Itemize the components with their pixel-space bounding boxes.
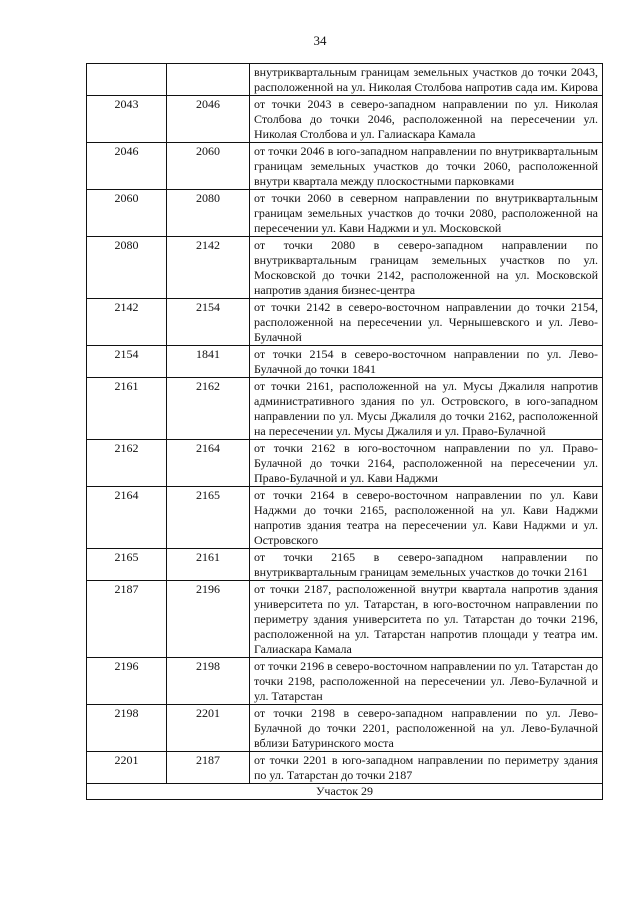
table-row (87, 581, 603, 658)
to-point-cell: 2060 (167, 143, 250, 190)
table-body (87, 64, 603, 784)
to-point-cell: 2046 (167, 96, 250, 143)
page-number: 34 (313, 33, 327, 48)
table-row (87, 190, 603, 237)
from-point-cell: 2142 (87, 299, 167, 346)
section-row (87, 784, 603, 800)
boundary-description-table (86, 63, 603, 800)
from-point-cell: 2164 (87, 487, 167, 549)
table-row (87, 487, 603, 549)
from-point-cell: 2043 (87, 96, 167, 143)
table-row (87, 658, 603, 705)
description-cell: от точки 2165 в северо-западном направлении по внутриквартальным границам земельных участков до точки 2161 (250, 549, 603, 581)
from-point-cell: 2060 (87, 190, 167, 237)
description-cell: от точки 2187, расположенной внутри квартала напротив здания университета по ул. Татарстан, в юго-восточном направлении по периметру здания университета по ул. Татарстан до точки 2196, расположенной на ул. Татарстан напротив площади у театра им. Галиаскара Камала (250, 581, 603, 658)
table-row (87, 440, 603, 487)
table-row (87, 96, 603, 143)
to-point-cell: 2187 (167, 752, 250, 784)
from-point-cell: 2187 (87, 581, 167, 658)
to-point-cell: 2161 (167, 549, 250, 581)
description-cell: от точки 2201 в юго-западном направлении по периметру здания по ул. Татарстан до точки 2187 (250, 752, 603, 784)
to-point-cell: 2165 (167, 487, 250, 549)
table-row (87, 64, 603, 96)
from-point-cell: 2162 (87, 440, 167, 487)
to-point-cell: 2201 (167, 705, 250, 752)
description-cell: от точки 2043 в северо-западном направлении по ул. Николая Столбова до точки 2046, расположенной на пересечении ул. Николая Столбова и ул. Галиаскара Камала (250, 96, 603, 143)
description-cell: внутриквартальным границам земельных участков до точки 2043, расположенной на ул. Николая Столбова напротив сада им. Кирова (250, 64, 603, 96)
to-point-cell: 2164 (167, 440, 250, 487)
description-cell: от точки 2161, расположенной на ул. Мусы Джалиля напротив административного здания по ул. Островского, в юго-западном направлении по ул. Мусы Джалиля до точки 2162, расположенной на пересечении ул. Мусы Джалиля и ул. Право-Булачной (250, 378, 603, 440)
section-label: Участок 29 (87, 784, 603, 800)
table-row (87, 237, 603, 299)
from-point-cell: 2201 (87, 752, 167, 784)
to-point-cell: 1841 (167, 346, 250, 378)
table-row (87, 299, 603, 346)
to-point-cell: 2142 (167, 237, 250, 299)
table-row (87, 378, 603, 440)
table-row (87, 346, 603, 378)
table-row (87, 705, 603, 752)
description-cell: от точки 2142 в северо-восточном направлении до точки 2154, расположенной на пересечении ул. Чернышевского и ул. Лево-Булачной (250, 299, 603, 346)
description-cell: от точки 2164 в северо-восточном направлении по ул. Кави Наджми до точки 2165, расположенной на ул. Кави Наджми напротив здания театра на пересечении ул. Кави Наджми и ул. Островского (250, 487, 603, 549)
description-cell: от точки 2154 в северо-восточном направлении по ул. Лево-Булачной до точки 1841 (250, 346, 603, 378)
description-cell: от точки 2198 в северо-западном направлении по ул. Лево-Булачной до точки 2201, расположенной на ул. Лево-Булачной вблизи Батуринского моста (250, 705, 603, 752)
description-cell: от точки 2196 в северо-восточном направлении по ул. Татарстан до точки 2198, расположенной на пересечении ул. Лево-Булачной и ул. Татарстан (250, 658, 603, 705)
to-point-cell: 2162 (167, 378, 250, 440)
from-point-cell: 2198 (87, 705, 167, 752)
description-cell: от точки 2162 в юго-восточном направлении по ул. Право-Булачной до точки 2164, расположенной на пересечении ул. Право-Булачной и ул. Кави Наджми (250, 440, 603, 487)
table-row (87, 143, 603, 190)
from-point-cell: 2161 (87, 378, 167, 440)
to-point-cell: 2198 (167, 658, 250, 705)
table-row (87, 549, 603, 581)
to-point-cell: 2080 (167, 190, 250, 237)
table-row (87, 752, 603, 784)
description-cell: от точки 2046 в юго-западном направлении по внутриквартальным границам земельных участков до точки 2060, расположенной внутри квартала между плоскостными парковками (250, 143, 603, 190)
from-point-cell: 2154 (87, 346, 167, 378)
from-point-cell (87, 64, 167, 96)
from-point-cell: 2080 (87, 237, 167, 299)
from-point-cell: 2046 (87, 143, 167, 190)
to-point-cell: 2196 (167, 581, 250, 658)
description-cell: от точки 2080 в северо-западном направлении по внутриквартальным границам земельных участков по ул. Московской до точки 2142, расположенной на ул. Московской напротив здания бизнес-центра (250, 237, 603, 299)
to-point-cell (167, 64, 250, 96)
description-cell: от точки 2060 в северном направлении по внутриквартальным границам земельных участков до точки 2080, расположенной на пересечении ул. Кави Наджми и ул. Московской (250, 190, 603, 237)
from-point-cell: 2165 (87, 549, 167, 581)
from-point-cell: 2196 (87, 658, 167, 705)
to-point-cell: 2154 (167, 299, 250, 346)
